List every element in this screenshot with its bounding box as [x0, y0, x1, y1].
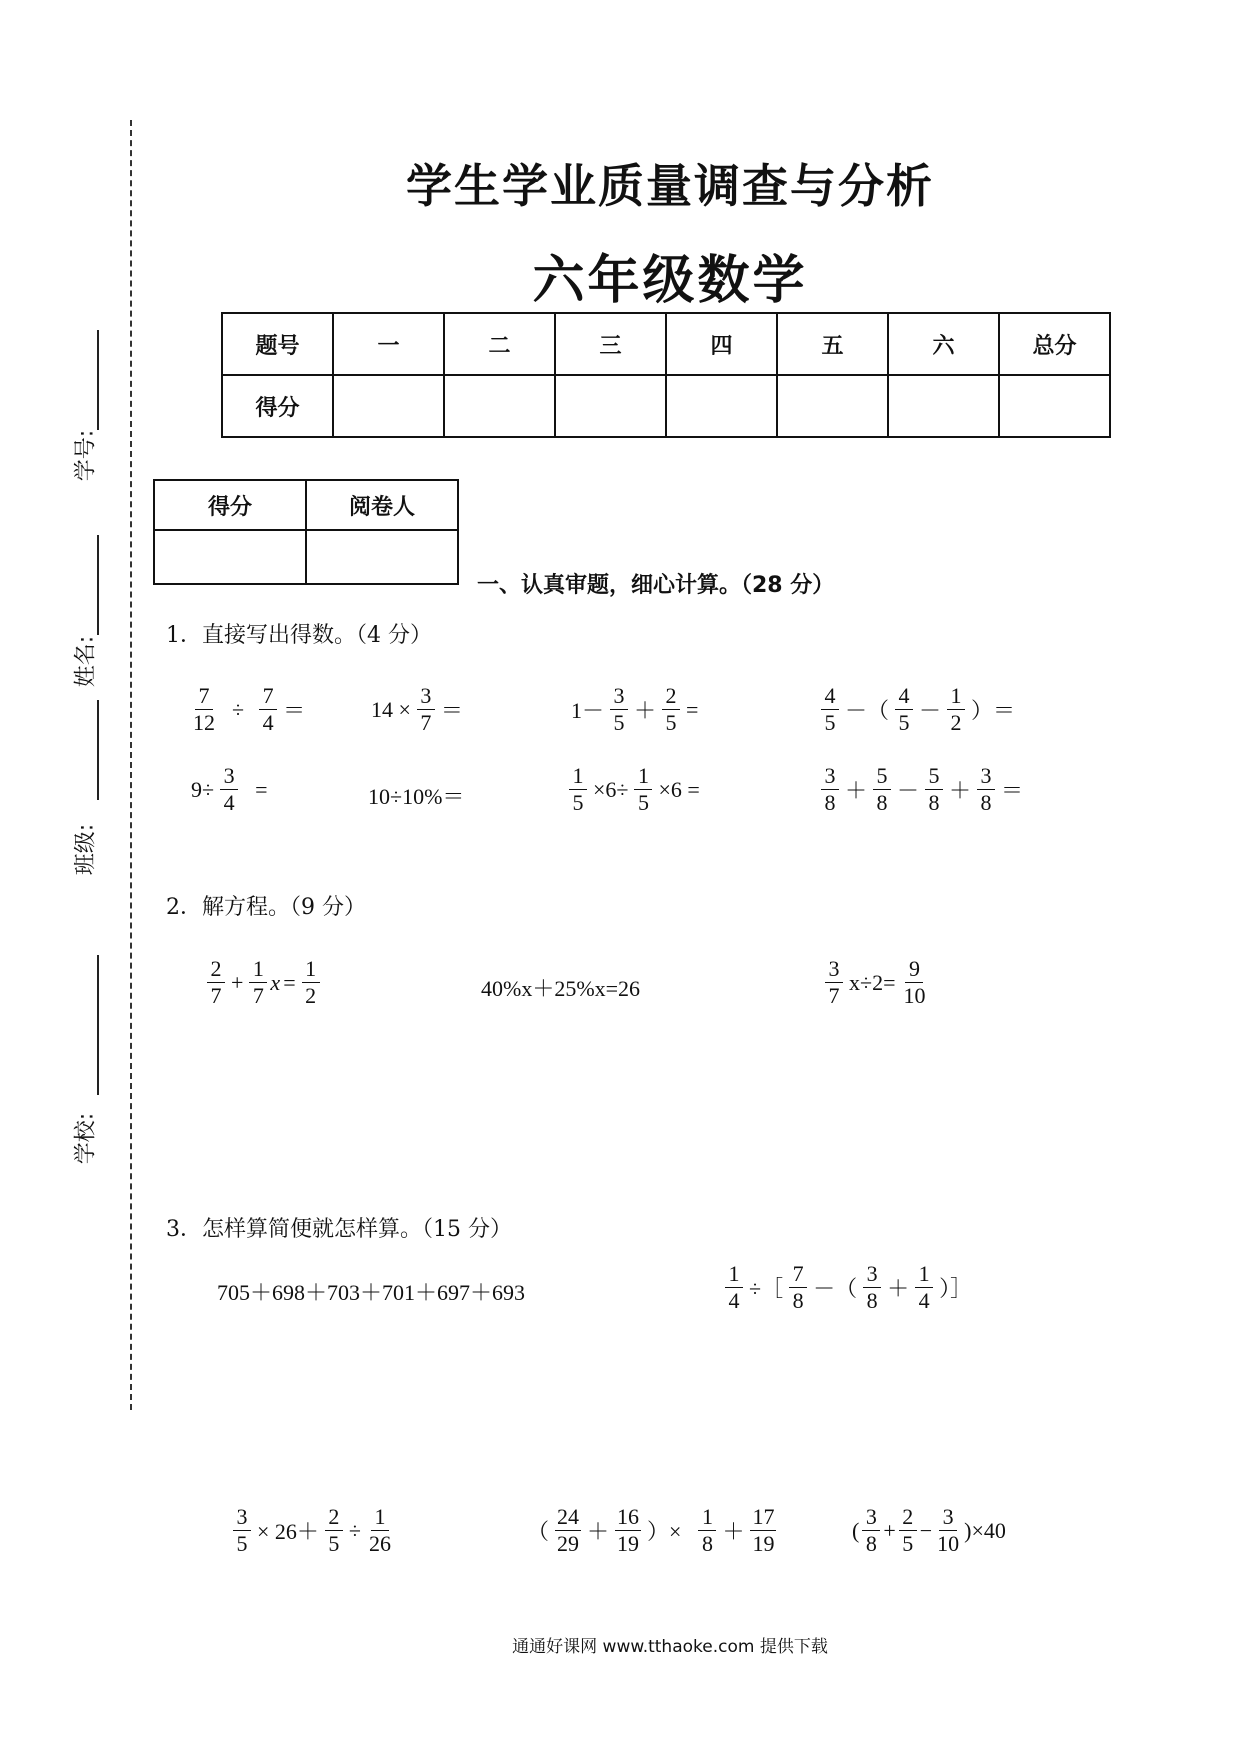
frac-num: 17 [750, 1505, 776, 1531]
operator: ÷ [232, 696, 245, 722]
grader-table [153, 479, 459, 585]
footer-text: 通通好课网 www.tthaoke.com 提供下载 [512, 1637, 828, 1657]
score-blank[interactable] [666, 375, 777, 437]
frac-den: 4 [262, 710, 274, 736]
operator: ＋ [722, 1519, 745, 1545]
score-row-label: 得分 [222, 375, 333, 437]
frac-num: 3 [417, 684, 435, 710]
operator: ＋ [949, 778, 972, 804]
q1-expr-8 [818, 764, 1026, 815]
q3-heading: 3．怎样算简便就怎样算。（15 分） [166, 1217, 512, 1242]
frac-den: 2 [305, 983, 317, 1009]
frac-num: 3 [610, 684, 628, 710]
score-blank[interactable] [888, 375, 999, 437]
score-table-score-row [222, 375, 1110, 437]
frac-num: 7 [789, 1262, 807, 1288]
equals: ＝ [283, 698, 306, 724]
frac-num: 1 [569, 764, 587, 790]
frac-den: 5 [613, 710, 625, 736]
frac-num: 1 [634, 764, 652, 790]
frac-den: 8 [928, 790, 940, 816]
frac-num: 3 [233, 1505, 251, 1531]
operator: － [897, 778, 920, 804]
q3-expr-4 [524, 1505, 779, 1556]
score-cell: 三 [555, 313, 666, 375]
frac-num: 24 [555, 1505, 581, 1531]
frac-num: 2 [207, 957, 225, 983]
frac-num: 1 [698, 1505, 716, 1531]
frac-den: 5 [236, 1531, 248, 1557]
expression-text: 10÷10%＝ [368, 784, 465, 809]
operator: ）× [647, 1519, 682, 1545]
frac-num: 7 [195, 684, 213, 710]
score-table-header-row [222, 313, 1110, 375]
operator: －（ [845, 698, 890, 724]
operator: － [919, 698, 942, 724]
q3-expr-3 [230, 1505, 396, 1556]
score-cell: 四 [666, 313, 777, 375]
frac-den: 8 [980, 790, 992, 816]
q1-expr-6 [368, 780, 464, 811]
q1-expr-7 [566, 764, 703, 815]
frac-den: 8 [876, 790, 888, 816]
frac-num: 5 [873, 764, 891, 790]
frac-num: 3 [220, 764, 238, 790]
frac-den: 10 [903, 983, 926, 1009]
student-no-label: 学号: [73, 429, 99, 482]
frac-num: 1 [725, 1262, 743, 1288]
score-blank[interactable] [333, 375, 444, 437]
frac-den: 8 [865, 1531, 877, 1557]
q3-expr-2 [722, 1262, 975, 1313]
section-title: 一、认真审题，细心计算。（28 分） [477, 573, 835, 598]
score-cell: 总分 [999, 313, 1110, 375]
operand: 14 × [371, 696, 411, 722]
frac-den: 10 [937, 1531, 960, 1557]
frac-den: 5 [572, 790, 584, 816]
q1-heading: 1．直接写出得数。（4 分） [166, 623, 432, 648]
frac-num: 1 [302, 957, 320, 983]
grader-name-header: 阅卷人 [306, 480, 458, 530]
q1-expr-2 [368, 684, 466, 735]
q1-expr-4 [818, 684, 1018, 735]
frac-den: 8 [701, 1531, 713, 1557]
operator: ÷［ [749, 1276, 784, 1302]
q3-expr-5 [852, 1505, 1006, 1556]
operator: ÷ [348, 1517, 361, 1543]
frac-den: 5 [665, 710, 677, 736]
frac-den: 4 [918, 1288, 930, 1314]
frac-den: 26 [369, 1531, 391, 1557]
frac-num: 1 [249, 957, 267, 983]
score-cell: 六 [888, 313, 999, 375]
score-blank[interactable] [777, 375, 888, 437]
operator: x÷2= [849, 969, 896, 995]
score-cell: 五 [777, 313, 888, 375]
frac-num: 3 [821, 764, 839, 790]
q2-expr-3 [822, 957, 930, 1008]
grader-name-blank[interactable] [306, 530, 458, 584]
q1-expr-3 [568, 684, 701, 735]
frac-den: 8 [866, 1288, 878, 1314]
school-line [97, 955, 99, 1095]
q1-expr-5 [188, 764, 271, 815]
frac-num: 7 [259, 684, 277, 710]
page-title: 学生学业质量调查与分析 [406, 159, 934, 213]
operator: （ [527, 1519, 550, 1545]
expression-text: 40%x＋25%x=26 [481, 976, 641, 1001]
frac-den: 19 [617, 1531, 640, 1557]
variable: x [270, 969, 281, 995]
score-blank[interactable] [999, 375, 1110, 437]
operator: + [231, 969, 244, 995]
frac-den: 5 [328, 1531, 340, 1557]
frac-num: 1 [915, 1262, 933, 1288]
class-label: 班级: [73, 823, 99, 876]
operator: ×6 = [658, 776, 700, 802]
equals: = [255, 776, 268, 802]
expression-text: 705＋698＋703＋701＋697＋693 [217, 1280, 526, 1305]
frac-num: 2 [662, 684, 680, 710]
frac-num: 4 [821, 684, 839, 710]
frac-num: 4 [895, 684, 913, 710]
frac-num: 2 [325, 1505, 343, 1531]
q2-heading: 2．解方程。（9 分） [166, 895, 366, 920]
q2-expr-1 [204, 957, 323, 1008]
operator: − [919, 1517, 933, 1543]
operator: ＋ [845, 778, 868, 804]
operator: ＋ [634, 698, 657, 724]
page-subtitle: 六年级数学 [532, 251, 808, 311]
q2-expr-2 [481, 972, 640, 1003]
score-blank[interactable] [555, 375, 666, 437]
name-line [97, 535, 99, 635]
score-table [221, 312, 1111, 438]
equals: ）＝ [971, 698, 1016, 724]
operand: 9÷ [191, 776, 215, 802]
equals: ＝ [1001, 778, 1024, 804]
operator: × 26＋ [257, 1519, 319, 1545]
frac-den: 29 [557, 1531, 580, 1557]
operator: )×40 [964, 1517, 1006, 1543]
frac-den: 5 [824, 710, 836, 736]
operator: ( [852, 1517, 860, 1543]
frac-den: 7 [210, 983, 222, 1009]
frac-num: 5 [925, 764, 943, 790]
q1-expr-1 [188, 684, 308, 735]
frac-den: 2 [950, 710, 962, 736]
equals: ＝ [440, 698, 463, 724]
frac-num: 3 [863, 1262, 881, 1288]
score-blank[interactable] [444, 375, 555, 437]
frac-den: 12 [193, 710, 215, 736]
operator: + [883, 1517, 896, 1543]
frac-den: 8 [824, 790, 836, 816]
score-cell: 题号 [222, 313, 333, 375]
grader-score-blank[interactable] [154, 530, 306, 584]
frac-den: 5 [637, 790, 649, 816]
q3-expr-1 [217, 1276, 525, 1307]
frac-den: 19 [752, 1531, 775, 1557]
frac-num: 9 [905, 957, 923, 983]
frac-den: 4 [728, 1288, 740, 1314]
frac-den: 7 [420, 710, 432, 736]
frac-den: 7 [252, 983, 264, 1009]
frac-den: 7 [828, 983, 840, 1009]
frac-num: 3 [825, 957, 843, 983]
operator: ×6÷ [593, 776, 629, 802]
name-label: 姓名: [73, 635, 99, 688]
score-cell: 二 [444, 313, 555, 375]
frac-den: 8 [792, 1288, 804, 1314]
frac-den: 4 [223, 790, 235, 816]
frac-num: 3 [862, 1505, 880, 1531]
operator: ＋ [587, 1519, 610, 1545]
frac-num: 1 [947, 684, 965, 710]
frac-num: 1 [371, 1505, 389, 1531]
frac-num: 3 [977, 764, 995, 790]
frac-num: 3 [939, 1505, 957, 1531]
binding-dashed-line [130, 120, 132, 1410]
grader-score-header: 得分 [154, 480, 306, 530]
equals: = [283, 969, 296, 995]
frac-den: 5 [898, 710, 910, 736]
operator: －（ [813, 1276, 858, 1302]
operand: 1－ [571, 698, 605, 724]
operator: ）］ [939, 1276, 973, 1302]
class-line [97, 700, 99, 800]
school-label: 学校: [73, 1112, 99, 1165]
frac-num: 16 [615, 1505, 641, 1531]
operator: ＋ [887, 1276, 910, 1302]
frac-num: 2 [899, 1505, 917, 1531]
equals: = [686, 696, 699, 722]
score-cell: 一 [333, 313, 444, 375]
frac-den: 5 [902, 1531, 914, 1557]
